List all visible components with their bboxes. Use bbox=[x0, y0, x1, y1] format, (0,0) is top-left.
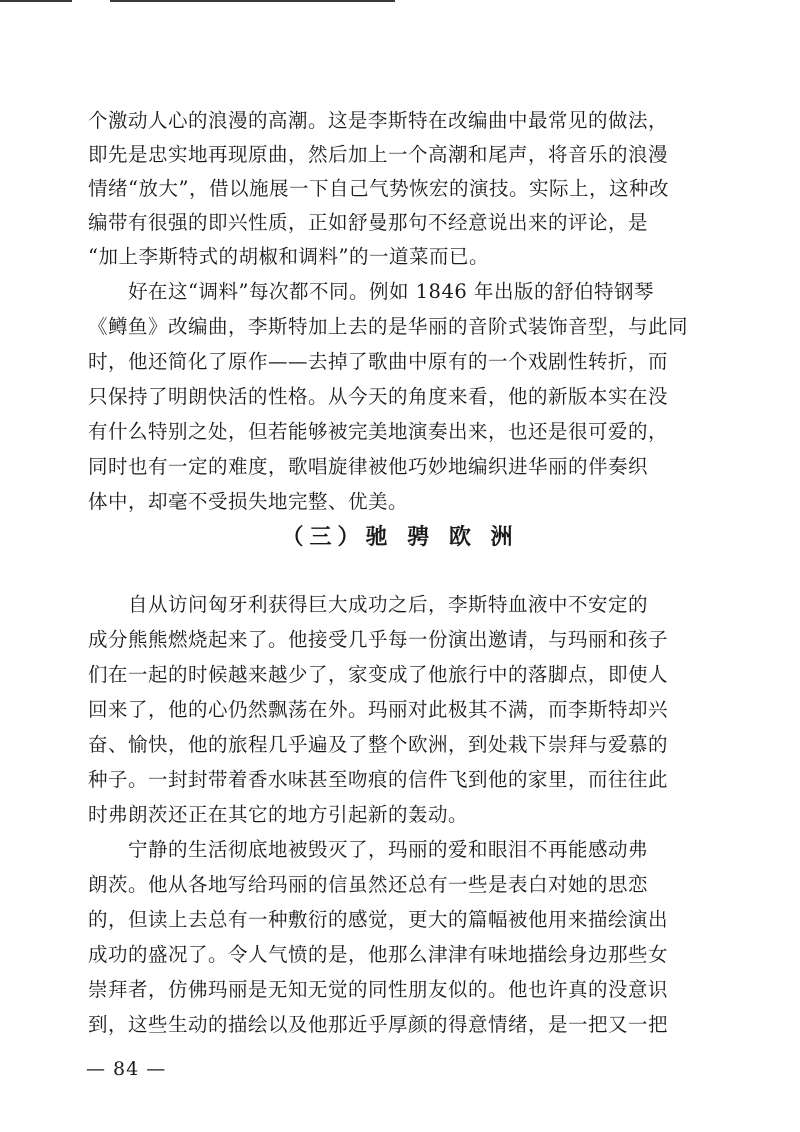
text-line: 有什么特别之处，但若能够被完美地演奏出来，也还是很可爱的， bbox=[88, 420, 669, 443]
text-line: 情绪“放大”，借以施展一下自己气势恢宏的演技。实际上，这种改 bbox=[88, 177, 669, 200]
text-line: 成功的盛况了。令人气愤的是，他那么津津有味地描绘身边那些女 bbox=[88, 943, 669, 966]
scan-edge-mark bbox=[0, 0, 72, 2]
text-line: “加上李斯特式的胡椒和调料”的一道菜而已。 bbox=[88, 245, 489, 268]
text-line: 即先是忠实地再现原曲，然后加上一个高潮和尾声，将音乐的浪漫 bbox=[88, 143, 669, 166]
text-line: 成分熊熊燃烧起来了。他接受几乎每一份演出邀请，与玛丽和孩子 bbox=[88, 628, 669, 651]
text-line: 时弗朗茨还正在其它的地方引起新的轰动。 bbox=[88, 803, 469, 826]
text-line: 宁静的生活彻底地被毁灭了，玛丽的爱和眼泪不再能感动弗 bbox=[128, 838, 649, 861]
text-line: 们在一起的时候越来越少了，家变成了他旅行中的落脚点，即使人 bbox=[88, 663, 669, 686]
text-line: 到，这些生动的描绘以及他那近乎厚颜的得意情绪，是一把又一把 bbox=[88, 1013, 669, 1036]
text-line: 个激动人心的浪漫的高潮。这是李斯特在改编曲中最常见的做法， bbox=[88, 109, 669, 132]
text-line: 体中，却毫不受损失地完整、优美。 bbox=[88, 490, 409, 513]
text-line: 奋、愉快，他的旅程几乎遍及了整个欧洲，到处栽下崇拜与爱慕的 bbox=[88, 733, 669, 756]
text-line: 好在这“调料”每次都不同。例如 1846 年出版的舒伯特钢琴 bbox=[128, 280, 654, 303]
text-line: 回来了，他的心仍然飘荡在外。玛丽对此极其不满，而李斯特却兴 bbox=[88, 698, 669, 721]
text-line: 《鳟鱼》改编曲，李斯特加上去的是华丽的音阶式装饰音型，与此同 bbox=[88, 315, 689, 338]
text-line: 时，他还简化了原作——去掉了歌曲中原有的一个戏剧性转折，而 bbox=[88, 350, 669, 373]
text-line: 自从访问匈牙利获得巨大成功之后，李斯特血液中不安定的 bbox=[128, 593, 649, 616]
text-line: 朗茨。他从各地写给玛丽的信虽然还总有一些是表白对她的思恋 bbox=[88, 873, 649, 896]
text-line: 的，但读上去总有一种敷衍的感觉，更大的篇幅被他用来描绘演出 bbox=[88, 908, 669, 931]
section-heading: （三）驰 骋 欧 洲 bbox=[281, 525, 519, 550]
page-number: — 84 — bbox=[86, 1058, 167, 1080]
text-line: 只保持了明朗快活的性格。从今天的角度来看，他的新版本实在没 bbox=[88, 385, 669, 408]
text-line: 崇拜者，仿佛玛丽是无知无觉的同性朋友似的。他也许真的没意识 bbox=[88, 978, 669, 1001]
text-line: 同时也有一定的难度，歌唱旋律被他巧妙地编织进华丽的伴奏织 bbox=[88, 455, 649, 478]
scan-edge-mark bbox=[110, 0, 395, 2]
text-line: 编带有很强的即兴性质，正如舒曼那句不经意说出来的评论，是 bbox=[88, 211, 649, 234]
text-line: 种子。一封封带着香水味甚至吻痕的信件飞到他的家里，而往往此 bbox=[88, 768, 669, 791]
